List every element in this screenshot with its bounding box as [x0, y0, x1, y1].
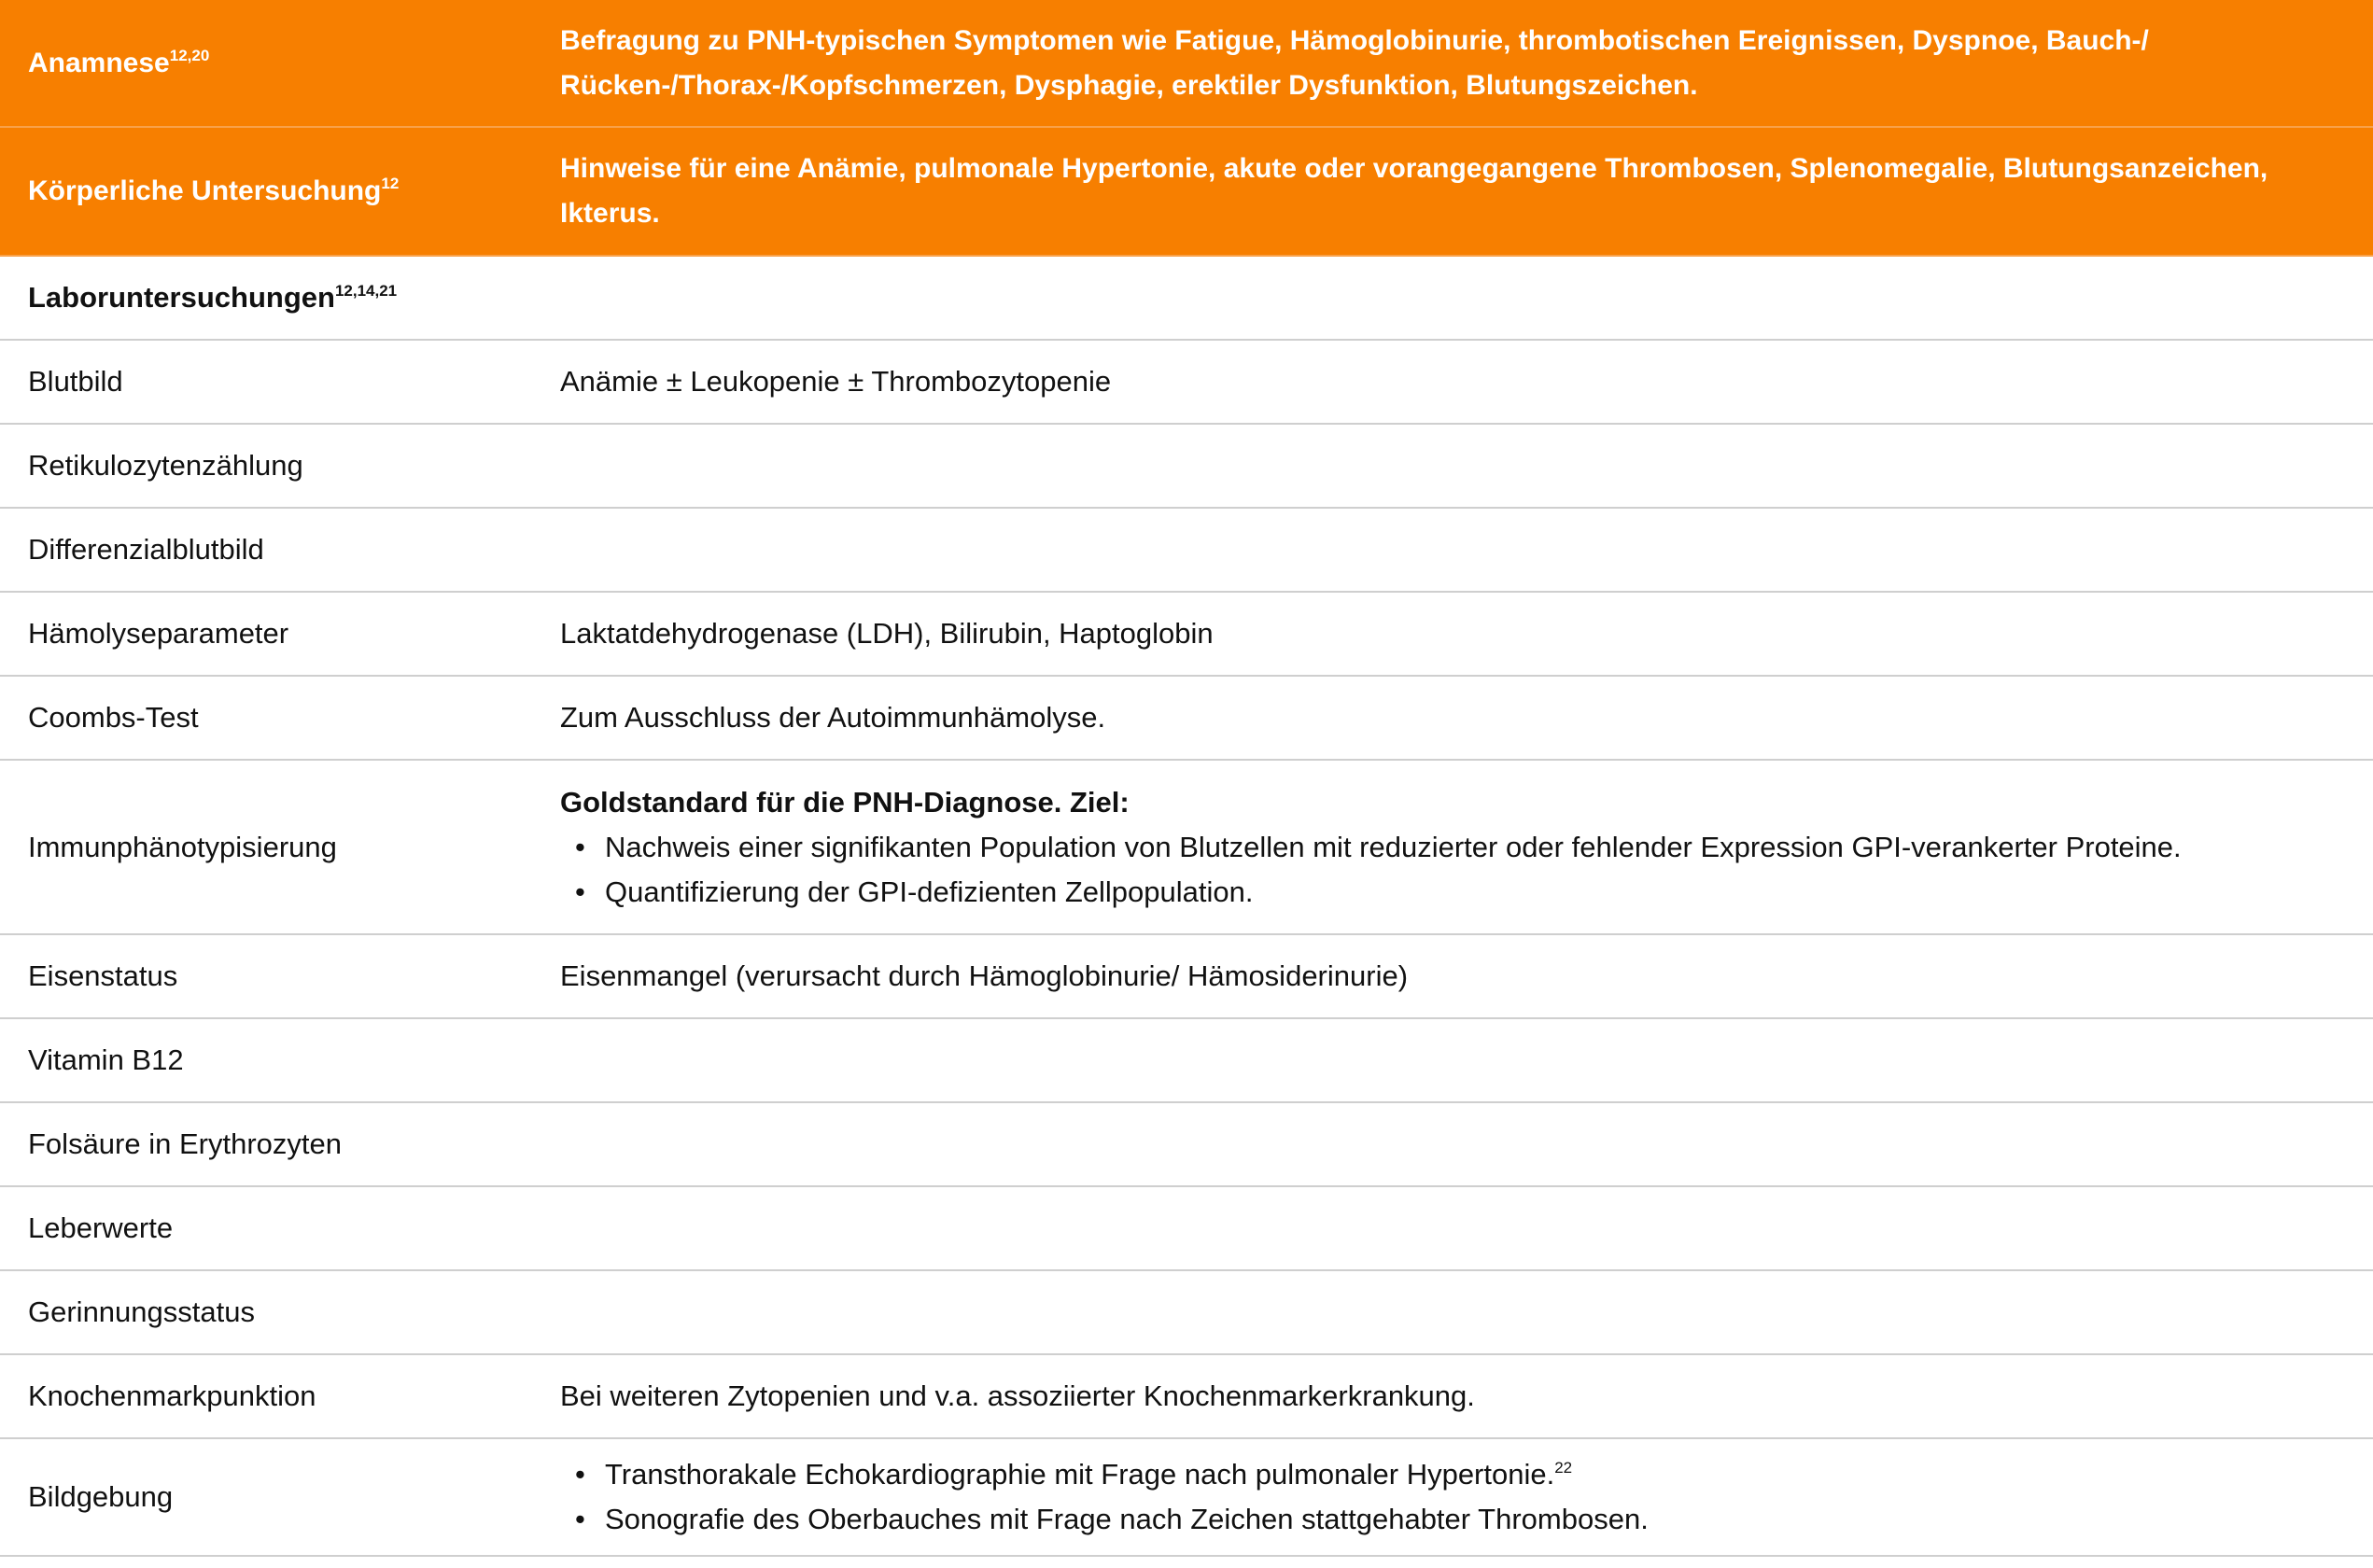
- row-text: Laktatdehydrogenase (LDH), Bilirubin, Haptoglobin: [560, 617, 1214, 650]
- row-text: Zum Ausschluss der Autoimmunhämolyse.: [560, 701, 1106, 734]
- row-text: Eisenmangel (verursacht durch Hämoglobinurie/ Hämosiderinurie): [560, 959, 1409, 992]
- list-item: • Nachweis einer signifikanten Population von Blutzellen mit reduzierter oder fehlender Expression GPI-verankerter Proteine.: [560, 825, 2336, 870]
- immuno-bullet-list: [560, 825, 2336, 915]
- table-row-bildgebung: [0, 1439, 2373, 1557]
- table-row-differenzialblutbild: [0, 509, 2373, 593]
- table-row-gerinnungsstatus: [0, 1271, 2373, 1355]
- table-row-immunphaenotypisierung: [0, 761, 2373, 935]
- row-text: Anämie ± Leukopenie ± Thrombozytopenie: [560, 365, 1112, 398]
- row-label: Eisenstatus: [28, 959, 178, 992]
- row-label: Coombs-Test: [28, 701, 199, 734]
- bullet-icon: •: [575, 830, 585, 863]
- immuno-heading: Goldstandard für die PNH-Diagnose. Ziel:: [560, 785, 1130, 819]
- section-label: Laboruntersuchungen$^{12,14,21}$: [28, 281, 398, 314]
- table-row-coombs-test: [0, 677, 2373, 761]
- row-text: Hinweise für eine Anämie, pulmonale Hypertonie, akute oder vorangegangene Thrombosen, Splenomegalie, Blutungsanzeichen, Ikterus.: [560, 153, 2268, 229]
- table-row-vitamin-b12: [0, 1019, 2373, 1103]
- table-row-haemolyseparameter: [0, 593, 2373, 677]
- row-label: Immunphänotypisierung: [28, 830, 337, 863]
- table-row-anamnese: [0, 0, 2373, 128]
- row-label: Körperliche Untersuchung$^{12}$: [28, 175, 400, 206]
- list-item: • Quantifizierung der GPI-defizienten Zellpopulation.: [560, 870, 2336, 915]
- list-item: • Sonografie des Oberbauches mit Frage nach Zeichen stattgehabter Thrombosen.: [560, 1497, 2336, 1542]
- table-row-knochenmarkpunktion: [0, 1355, 2373, 1439]
- row-label: Knochenmarkpunktion: [28, 1379, 316, 1412]
- table-row-koerperliche-untersuchung: [0, 128, 2373, 257]
- row-text: [560, 1452, 2373, 1542]
- table-row-blutbild: [0, 341, 2373, 425]
- bullet-icon: •: [575, 1503, 585, 1535]
- row-label: Retikulozytenzählung: [28, 449, 303, 482]
- table-row-retikulozytenzaehlung: [0, 425, 2373, 509]
- row-label: Leberwerte: [28, 1211, 174, 1244]
- table-row-folsaeure: [0, 1103, 2373, 1187]
- table-row-eisenstatus: [0, 935, 2373, 1019]
- row-text: Bei weiteren Zytopenien und v.a. assoziierter Knochenmarkerkrankung.: [560, 1379, 1475, 1412]
- bullet-icon: •: [575, 1458, 585, 1491]
- table-row-leberwerte: [0, 1187, 2373, 1271]
- row-label: Anamnese$^{12,20}$: [28, 46, 210, 78]
- list-item: • Transthorakale Echokardiographie mit Frage nach pulmonaler Hypertonie.$^{22}$: [560, 1452, 2336, 1497]
- row-label: Bildgebung: [28, 1480, 174, 1513]
- row-label: Blutbild: [28, 365, 123, 398]
- section-header-laboruntersuchungen: [0, 257, 2373, 341]
- row-label: Hämolyseparameter: [28, 617, 289, 650]
- row-label: Gerinnungsstatus: [28, 1295, 255, 1328]
- row-label: Folsäure in Erythrozyten: [28, 1127, 342, 1160]
- bullet-icon: •: [575, 875, 585, 908]
- row-text: Befragung zu PNH-typischen Symptomen wie Fatigue, Hämoglobinurie, thrombotischen Ereignissen, Dyspnoe, Bauch-/ Rücken-/Thorax-/Kopfschmerzen, Dysphagie, erektiler Dysfunktion, Blutungszeichen.: [560, 24, 2149, 101]
- row-label: Differenzialblutbild: [28, 533, 264, 566]
- imaging-bullet-list: [560, 1452, 2336, 1542]
- row-label: Vitamin B12: [28, 1043, 184, 1076]
- row-text: [560, 780, 2373, 915]
